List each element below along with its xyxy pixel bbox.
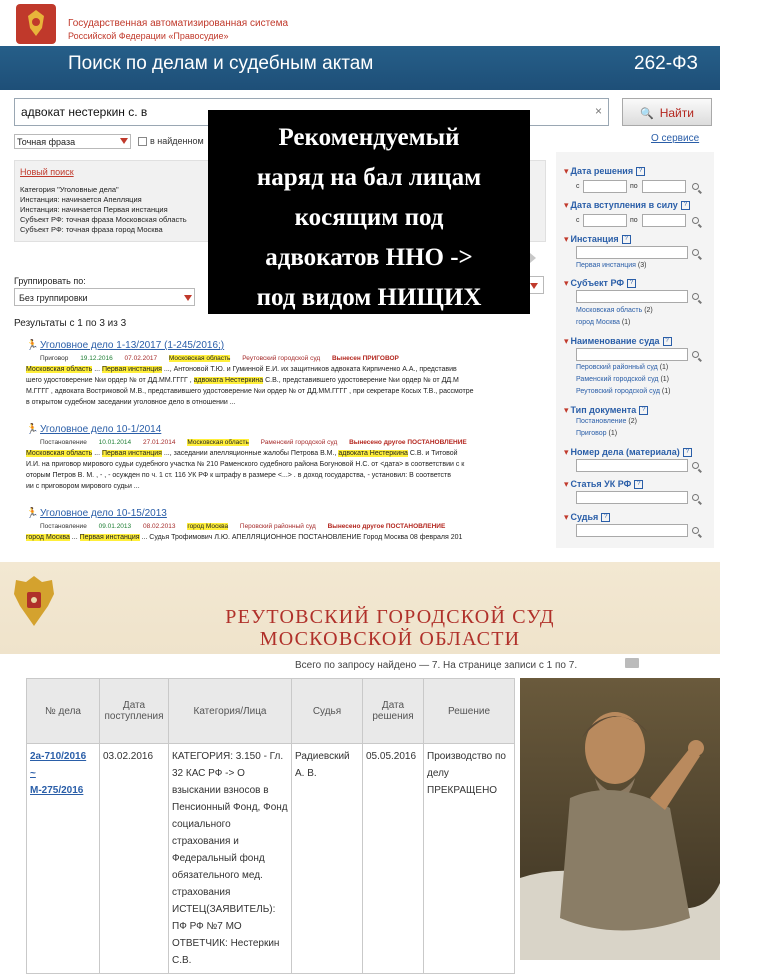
date-received: 10.01.2014 [98, 439, 132, 446]
triangle-icon: ▾ [564, 278, 569, 288]
column-header: Решение [424, 679, 515, 744]
checkbox-icon [138, 137, 147, 146]
snippet-highlight: Московская область [26, 366, 93, 373]
filter-label: Судья [570, 512, 599, 522]
result-item [26, 508, 546, 543]
help-icon[interactable]: ? [683, 448, 692, 457]
option-label: Приговор [576, 430, 607, 437]
chevron-down-icon [120, 138, 128, 144]
snippet-text: ..., Антоновой Т.Ю. и Гуминной Е.И. их защитников адвоката Кирпиченко А.А., представив [161, 366, 457, 373]
filter-doc-type[interactable] [564, 405, 648, 416]
in-found-checkbox[interactable] [138, 136, 204, 146]
result-status: Вынесено другое ПОСТАНОВЛЕНИЕ [349, 439, 467, 446]
group-by-label: Группировать по: [14, 276, 86, 286]
column-header: Дата поступления [100, 679, 169, 744]
snippet-text: С.В. и Титовой [407, 450, 458, 457]
option-label: Реутовский городской суд [576, 388, 660, 395]
column-header: Дата решения [363, 679, 424, 744]
result-title-link[interactable] [26, 508, 546, 519]
group-by-value: Без группировки [19, 293, 88, 303]
from-label: с [576, 217, 580, 224]
snippet-highlight: Первая инстанция [101, 450, 162, 457]
option-count: (2) [628, 418, 637, 425]
date-received: 09.01.2013 [98, 523, 132, 530]
filter-label: Субъект РФ [570, 278, 625, 288]
printer-icon[interactable] [625, 658, 639, 668]
result-status: Вынесен ПРИГОВОР [331, 355, 399, 362]
triangle-icon: ▾ [564, 512, 569, 522]
date-received: 19.12.2016 [80, 355, 113, 362]
court-site-screenshot [0, 562, 720, 966]
option-count: (1) [659, 364, 669, 371]
help-icon[interactable]: ? [663, 337, 672, 346]
table-row [27, 744, 515, 974]
cases-table [26, 678, 515, 974]
uk-article-input[interactable] [576, 491, 688, 504]
result-title-link[interactable] [26, 340, 546, 351]
option-count: (1) [608, 430, 618, 437]
result-item [26, 424, 546, 492]
decision-cell: Производство по делу ПРЕКРАЩЕНО [424, 744, 515, 974]
instance-option[interactable] [576, 262, 646, 269]
snippet-text: ... [92, 450, 102, 457]
case-number-part: М-275/2016 [30, 785, 84, 796]
option-label: город Москва [576, 319, 620, 326]
filter-case-number[interactable] [564, 447, 692, 458]
chevron-down-icon [184, 295, 192, 301]
snippet-text: в открытом судебном заседании уголовное дело в отношении ... [26, 399, 236, 406]
search-icon[interactable] [692, 217, 699, 224]
triangle-icon: ▾ [564, 447, 569, 457]
snippet-text: ии с приговором мирового судьи ... [26, 483, 140, 490]
filter-label: Статья УК РФ [570, 479, 632, 489]
triangle-icon: ▾ [564, 234, 569, 244]
date-effective: 08.02.2013 [142, 523, 176, 530]
result-title: Уголовное дело 1-13/2017 (1-245/2016;) [40, 340, 225, 351]
date-effective: 27.01.2014 [142, 439, 176, 446]
case-number-part: ~ [30, 768, 36, 779]
triangle-icon: ▾ [564, 166, 569, 176]
clear-icon[interactable]: × [594, 104, 602, 118]
criteria-item: Инстанция: начинается Первая инстанция [20, 205, 168, 214]
snippet-highlight: Первая инстанция [101, 366, 162, 373]
caption-line: косящим под [294, 204, 444, 231]
system-name-line2: Российской Федерации «Правосудие» [68, 31, 229, 41]
criteria-item: Категория "Уголовные дела" [20, 185, 119, 194]
filter-label: Инстанция [570, 234, 619, 244]
chevron-down-icon [530, 283, 538, 289]
in-found-label: в найденном [150, 136, 204, 146]
snippet-text: ... [69, 534, 80, 541]
snippet-highlight: Московская область [26, 450, 93, 457]
judge-cell: Радиевский А. В. [292, 744, 363, 974]
court-name-line1: РЕУТОВСКИЙ ГОРОДСКОЙ СУД [225, 606, 555, 628]
search-icon[interactable] [692, 527, 699, 534]
to-label: по [630, 217, 638, 224]
doc-type: Постановление [40, 439, 87, 446]
coat-of-arms-icon [16, 4, 56, 44]
region-badge: Московская область [187, 439, 249, 446]
snippet-text: ... Судья Трофимович Л.Ю. АПЕЛЛЯЦИОННОЕ ПОСТАНОВЛЕНИЕ Город Москва 08 февраля 201 [139, 534, 463, 541]
result-meta [26, 523, 546, 530]
filter-judge[interactable] [564, 512, 610, 523]
decision-date-cell: 05.05.2016 [363, 744, 424, 974]
to-label: по [630, 183, 638, 190]
option-label: Московская область [576, 307, 643, 314]
doc-type-option[interactable] [576, 430, 617, 437]
column-header: Категория/Лица [169, 679, 292, 744]
search-button[interactable] [622, 98, 712, 126]
table-header-row [27, 679, 515, 744]
filter-sidebar [556, 152, 714, 548]
triangle-icon: ▾ [564, 200, 569, 210]
result-item [26, 340, 546, 408]
criteria-item: Инстанция: начинается Апелляция [20, 195, 142, 204]
option-count: (1) [621, 319, 631, 326]
phrase-mode-select[interactable] [14, 134, 131, 149]
from-label: с [576, 183, 580, 190]
results-count: Результаты с 1 по 3 из 3 [14, 318, 127, 329]
search-icon[interactable] [692, 249, 699, 256]
help-icon[interactable]: ? [622, 235, 631, 244]
group-by-select[interactable] [14, 288, 195, 306]
filter-label: Тип документа [570, 405, 637, 415]
region-badge: город Москва [187, 523, 229, 530]
search-icon[interactable] [692, 494, 699, 501]
category-cell: КАТЕГОРИЯ: 3.150 - Гл. 32 КАС РФ -> О взыскании взносов в Пенсионный Фонд, Фонд социального страхования и Федеральный фонд обязательного мед. страхования ИСТЕЦ(ЗАЯВИТЕЛЬ): ПФ РФ №7 МО ОТВЕТЧИК: Нестеркин С.В. [169, 744, 292, 974]
court-name-input[interactable] [576, 348, 688, 361]
case-number-link[interactable] [30, 751, 86, 796]
law-link[interactable]: 262-ФЗ [634, 53, 698, 74]
result-meta [26, 355, 546, 362]
system-name-line1: Государственная автоматизированная система [68, 18, 289, 29]
filter-court-name[interactable] [564, 336, 672, 347]
subject-option[interactable] [576, 319, 630, 326]
option-count: (1) [661, 388, 671, 395]
snippet-text: оторым Петров В. М. , - , - осужден по ч. 1 ст. 116 УК РФ к штрафу в размере <...> . в доход государства, - установил: В соответств [26, 472, 451, 479]
court-name: Реутовский городской суд [242, 355, 321, 362]
case-number-cell [27, 744, 100, 974]
caption-line: Рекомендуемый [278, 124, 460, 151]
found-summary: Всего по запросу найдено — 7. На странице записи с 1 по 7. [295, 660, 578, 671]
snippet-highlight: адвоката Нестеркина [193, 377, 264, 384]
doc-type: Приговор [40, 355, 69, 362]
case-number-input[interactable] [576, 459, 688, 472]
running-person-icon: 🏃 [26, 340, 39, 351]
filter-label: Наименование суда [570, 336, 660, 346]
filter-instance[interactable] [564, 234, 631, 245]
help-icon[interactable]: ? [627, 279, 636, 288]
snippet-text: ... [92, 366, 102, 373]
option-label: Раменский городской суд [576, 376, 659, 383]
region-badge: Московская область [168, 355, 231, 362]
help-icon[interactable]: ? [639, 406, 648, 415]
court-option[interactable] [576, 388, 670, 395]
court-name: Перовский районный суд [239, 523, 316, 530]
criteria-item: Субъект РФ: точная фраза Московская область [20, 215, 187, 224]
filter-label: Номер дела (материала) [570, 447, 680, 457]
date-to-input[interactable] [642, 180, 686, 193]
result-snippet [26, 448, 546, 492]
subject-option[interactable] [576, 307, 653, 314]
beggar-painting [520, 678, 720, 960]
filter-uk-article[interactable] [564, 479, 643, 490]
new-search-link[interactable]: Новый поиск [20, 167, 74, 177]
result-title: Уголовное дело 10-15/2013 [40, 508, 167, 519]
search-icon[interactable] [692, 183, 699, 190]
option-label: Перовский районный суд [576, 364, 658, 371]
snippet-text: ..., заседании апелляционные жалобы Петрова В.М., [161, 450, 339, 457]
snippet-text: шего удостоверение №и ордер № от ДД.ММ.ГГГГ , [26, 377, 194, 384]
received-date-cell: 03.02.2016 [100, 744, 169, 974]
court-name-line2: МОСКОВСКОЙ ОБЛАСТИ [259, 628, 521, 650]
result-title: Уголовное дело 10-1/2014 [40, 424, 162, 435]
instance-input[interactable] [576, 246, 688, 259]
snippet-text: М.ГГГГ , адвоката Востриковой М.В., представившего удостоверение №и ордер № от ДД.ММ.ГГГГ , при секретаре Косых Т.В., рассмотре [26, 388, 474, 395]
snippet-highlight: Первая инстанция [79, 534, 140, 541]
caption-line: наряд на бал лицам [256, 164, 482, 191]
date-to-input[interactable] [642, 214, 686, 227]
caption-line: адвокатов ННО -> [265, 244, 473, 271]
court-option[interactable] [576, 364, 668, 371]
court-name: Раменский городской суд [260, 439, 338, 446]
option-label: Постановление [576, 418, 627, 425]
court-option[interactable] [576, 376, 669, 383]
case-number-part: 2а-710/2016 [30, 751, 87, 762]
option-count: (3) [637, 262, 647, 269]
help-icon[interactable]: ? [681, 201, 690, 210]
help-icon[interactable]: ? [636, 167, 645, 176]
option-label: Первая инстанция [576, 262, 636, 269]
triangle-icon: ▾ [564, 479, 569, 489]
column-header: Судья [292, 679, 363, 744]
snippet-highlight: адвоката Нестеркина [338, 450, 408, 457]
snippet-highlight: город Москва [26, 534, 70, 541]
filter-date-decision[interactable] [564, 166, 645, 177]
help-icon[interactable]: ? [634, 480, 643, 489]
triangle-icon: ▾ [564, 336, 569, 346]
result-snippet [26, 532, 546, 543]
option-count: (2) [644, 307, 653, 314]
filter-label: Дата решения [570, 166, 634, 176]
doc-type: Постановление [40, 523, 87, 530]
phrase-mode-value: Точная фраза [17, 137, 76, 147]
criteria-item: Субъект РФ: точная фраза город Москва [20, 225, 163, 234]
snippet-text: И.И. на приговор мирового судьи судебного участка № 210 Раменского судебного района Богуновой Н.С. от <дата> в соответствии с к [26, 461, 465, 468]
date-effective: 07.02.2017 [124, 355, 158, 362]
search-icon[interactable] [692, 293, 699, 300]
option-count: (1) [660, 376, 669, 383]
search-button-label: Найти [659, 106, 694, 120]
result-meta [26, 439, 546, 446]
search-icon[interactable] [692, 351, 699, 358]
triangle-icon: ▾ [564, 405, 569, 415]
help-icon[interactable]: ? [601, 513, 610, 522]
running-person-icon: 🏃 [26, 508, 39, 519]
about-service-link[interactable]: О сервисе [651, 133, 700, 144]
judge-input[interactable] [576, 524, 688, 537]
search-icon: 🔍 [640, 108, 654, 120]
caption-line: под видом НИЩИХ [256, 284, 482, 311]
search-icon[interactable] [692, 462, 699, 469]
subject-input[interactable] [576, 290, 688, 303]
filter-date-effect[interactable] [564, 200, 690, 211]
column-header: № дела [27, 679, 100, 744]
result-snippet [26, 364, 546, 408]
filter-subject[interactable] [564, 278, 636, 289]
snippet-text: С.В., представившего удостоверение №и ордер № от ДД.М [263, 377, 459, 384]
running-person-icon: 🏃 [26, 424, 39, 435]
result-status: Вынесено другое ПОСТАНОВЛЕНИЕ [327, 523, 446, 530]
doc-type-option[interactable] [576, 418, 637, 425]
overlay-caption [208, 110, 530, 314]
page-title: Поиск по делам и судебным актам [68, 53, 374, 74]
date-from-input[interactable] [583, 214, 627, 227]
result-title-link[interactable] [26, 424, 546, 435]
date-from-input[interactable] [583, 180, 627, 193]
filter-label: Дата вступления в силу [570, 200, 678, 210]
